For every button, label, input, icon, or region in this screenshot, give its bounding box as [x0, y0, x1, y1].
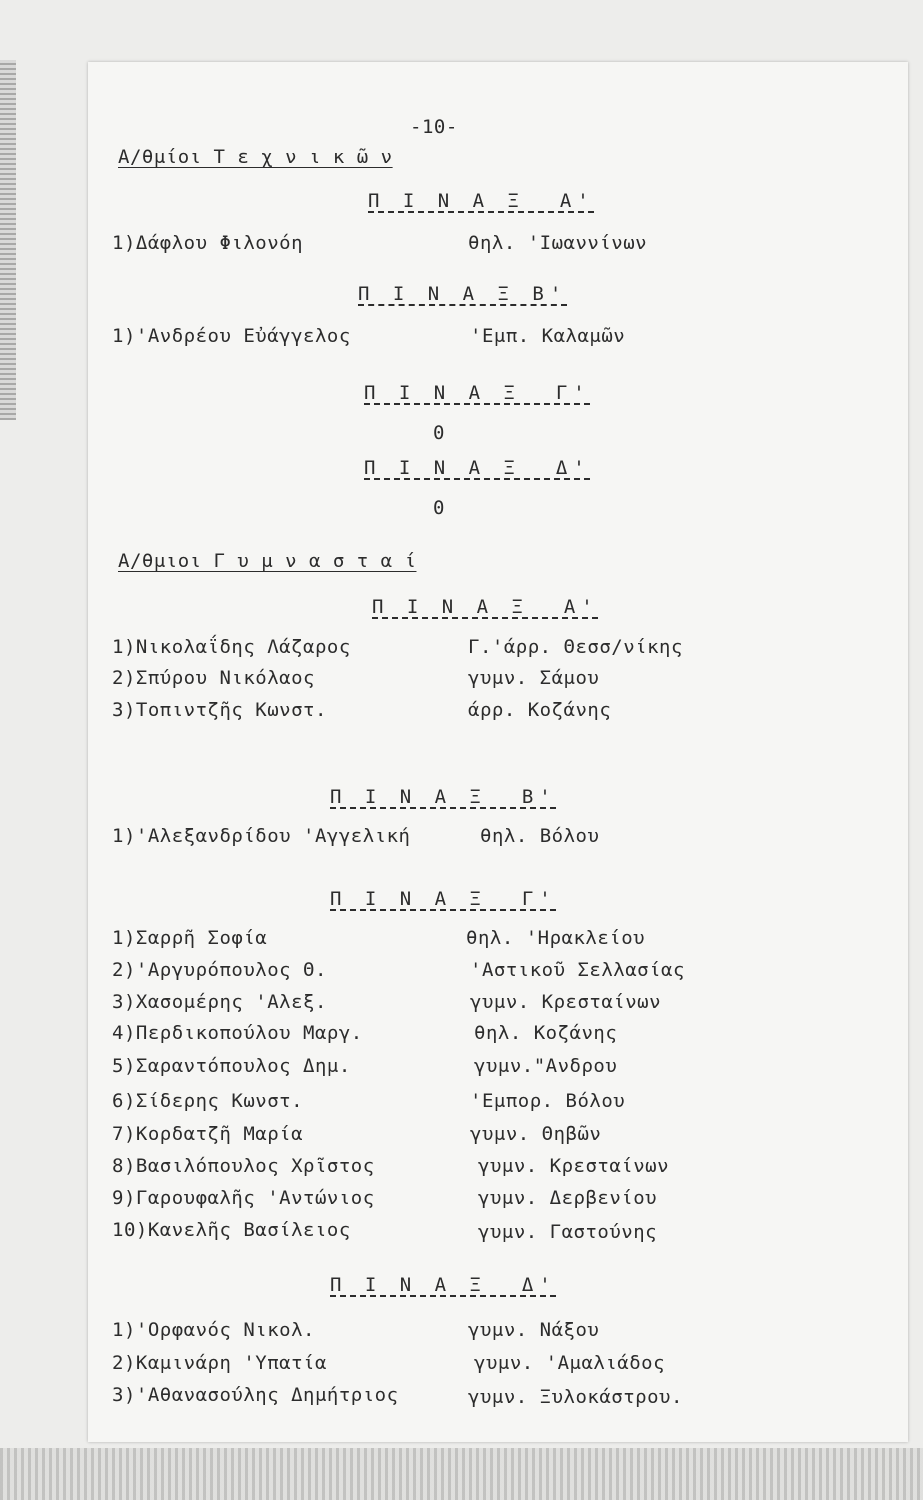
- entry-name: 9)Γαρουφαλῆς 'Αντώνιος: [112, 1187, 375, 1209]
- entry-place: γυμν. Κρεσταίνων: [478, 1155, 670, 1177]
- entry-place: 'Αστικοῦ Σελλασίας: [470, 959, 685, 981]
- scan-bottom-edge: [0, 1448, 923, 1500]
- table-label: Π Ι Ν Α Ξ Β': [330, 786, 557, 808]
- entry-name: 1)Σαρρῆ Σοφία: [112, 927, 268, 949]
- entry-name: 5)Σαραντόπουλος Δημ.: [112, 1055, 351, 1077]
- entry-name: 3)'Αθανασούλης Δημήτριος: [112, 1384, 399, 1406]
- entry-name: 4)Περδικοπούλου Μαργ.: [112, 1022, 363, 1044]
- table-label: Π Ι Ν Α Ξ Δ': [364, 457, 591, 479]
- entry-place: γυμν. Δερβενίου: [478, 1187, 658, 1209]
- empty-marker: 0: [433, 497, 445, 519]
- entry-name: 1)Νικολαΐδης Λάζαρος: [112, 636, 351, 658]
- entry-place: άρρ. Κοζάνης: [468, 699, 612, 721]
- page-number: -10-: [410, 116, 458, 138]
- entry-name: 3)Χασομέρης 'Αλεξ.: [112, 991, 327, 1013]
- entry-name: 1)'Ορφανός Νικολ.: [112, 1319, 315, 1341]
- entry-place: θηλ. Βόλου: [480, 825, 600, 847]
- entry-place: γυμν. Γαστούνης: [478, 1221, 658, 1243]
- section-heading-technicians: Α/θμίοι Τ ε χ ν ι κ ῶ ν: [118, 146, 393, 168]
- entry-place: γυμν. Κρεσταίνων: [470, 991, 662, 1013]
- entry-name: 1)'Αλεξανδρίδου 'Αγγελική: [112, 825, 411, 847]
- entry-place: γυμν. Νάξου: [468, 1319, 600, 1341]
- entry-name: 1)'Ανδρέου Εὐάγγελος: [112, 325, 351, 347]
- entry-name: 3)Τοπιντζῆς Κωνστ.: [112, 699, 327, 721]
- table-label: Π Ι Ν Α Ξ Γ': [330, 888, 557, 910]
- entry-place: γυμν. 'Αμαλιάδος: [474, 1352, 666, 1374]
- entry-name: 8)Βασιλόπουλος Χρῖστος: [112, 1155, 375, 1177]
- entry-place: 'Εμπ. Καλαμῶν: [470, 325, 626, 347]
- empty-marker: 0: [433, 422, 445, 444]
- entry-place: γυμν. Θηβῶν: [470, 1123, 602, 1145]
- entry-name: 7)Κορδατζῆ Μαρία: [112, 1123, 304, 1145]
- entry-place: θηλ. 'Ηρακλείου: [466, 927, 646, 949]
- binding-edge: [0, 60, 16, 420]
- table-label: Π Ι Ν Α Ξ Α': [372, 596, 599, 618]
- entry-place: Γ.'άρρ. Θεσσ/νίκης: [468, 636, 683, 658]
- entry-place: γυμν. Σάμου: [468, 667, 600, 689]
- entry-place: θηλ. Κοζάνης: [474, 1022, 618, 1044]
- table-label: Π Ι Ν Α Ξ Β': [358, 283, 568, 305]
- entry-place: θηλ. 'Ιωαννίνων: [468, 232, 648, 254]
- table-label: Π Ι Ν Α Ξ Γ': [364, 382, 591, 404]
- section-heading-gymnasts: Α/θμιοι Γ υ μ ν α σ τ α ί: [118, 550, 417, 572]
- table-label: Π Ι Ν Α Ξ Α': [368, 190, 595, 212]
- entry-name: 10)Κανελῆς Βασίλειος: [112, 1219, 351, 1241]
- entry-name: 2)Σπύρου Νικόλαος: [112, 667, 315, 689]
- entry-name: 2)Καμινάρη 'Υπατία: [112, 1352, 327, 1374]
- entry-place: γυμν."Ανδρου: [474, 1055, 618, 1077]
- entry-name: 1)Δάφλου Φιλονόη: [112, 232, 304, 254]
- entry-name: 6)Σίδερης Κωνστ.: [112, 1090, 304, 1112]
- entry-place: 'Εμπορ. Βόλου: [470, 1090, 626, 1112]
- table-label: Π Ι Ν Α Ξ Δ': [330, 1274, 557, 1296]
- entry-name: 2)'Αργυρόπουλος Θ.: [112, 959, 327, 981]
- entry-place: γυμν. Ξυλοκάστρου.: [468, 1386, 683, 1408]
